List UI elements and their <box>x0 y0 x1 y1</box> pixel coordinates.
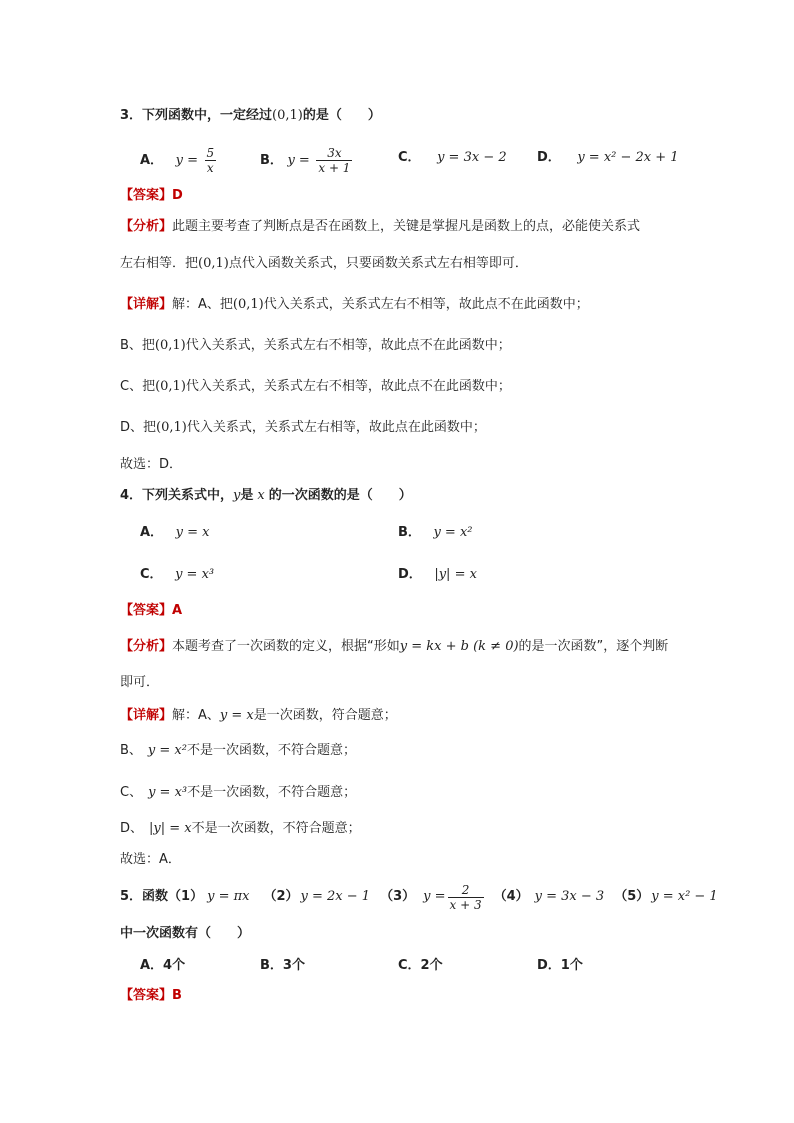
q3-detail-c-text1: C、把 <box>120 379 156 394</box>
q4-option-d-expr: |y| = x <box>434 567 477 582</box>
q3-detail-d-text1: D、把 <box>120 420 157 435</box>
q3-option-a-num: 5 <box>206 146 215 160</box>
q4-detail-a-text2: 是一次函数，符合题意； <box>253 708 397 723</box>
q4-detail-c <box>120 784 356 802</box>
q5-stem-text2: 中一次函数有（ ） <box>120 926 251 941</box>
q3-option-b-num: 3x <box>327 146 342 160</box>
q3-analysis-line1 <box>120 218 640 236</box>
q3-analysis-text1: 此题主要考查了判断点是否在函数上，关键是掌握凡是函数上的点，必能使关系式 <box>172 219 641 234</box>
q3-detail-a-point: (0,1) <box>232 297 264 312</box>
q3-detail-c-point: (0,1) <box>155 379 186 394</box>
q4-option-a-expr: y = x <box>175 525 210 540</box>
q4-stem-text3: 的一次函数的是（ ） <box>268 488 412 503</box>
q5-function-1: y = πx <box>207 889 250 904</box>
q4-option-b <box>398 524 473 542</box>
q3-option-b-lhs: y = <box>287 153 310 168</box>
q4-option-a <box>140 524 209 542</box>
q5-option-b <box>260 957 305 975</box>
q3-stem-text: 3．下列函数中，一定经过 <box>120 108 273 123</box>
q5-answer <box>120 987 182 1005</box>
q3-option-d-expr: y = x² − 2x + 1 <box>577 150 679 165</box>
q3-detail-b-text1: B、把 <box>120 338 155 353</box>
q3-detail-b-point: (0,1) <box>154 338 186 353</box>
q3-answer-value: D <box>172 188 183 203</box>
q4-option-b-label: B． <box>398 525 421 540</box>
q3-analysis-point: (0,1) <box>198 256 229 271</box>
q3-point: (0,1) <box>272 108 303 123</box>
q3-detail-d-point: (0,1) <box>156 420 187 435</box>
q5-function-2: y = 2x − 1 <box>300 889 371 904</box>
q4-stem <box>120 487 412 505</box>
q4-option-c-expr: y = x³ <box>175 567 215 582</box>
q4-answer-value: A <box>172 603 183 618</box>
q3-answer <box>120 187 183 205</box>
q5-function-3-den: x + 3 <box>449 897 482 912</box>
q3-detail-d <box>120 419 486 437</box>
q3-conclusion <box>120 456 182 474</box>
q4-analysis-text1b: 的是一次函数”，逐个判断 <box>518 639 669 654</box>
q5-answer-tag: 【答案】 <box>120 988 173 1003</box>
q4-detail-a-text1: 解：A、 <box>172 708 220 723</box>
q3-option-b-label: B． <box>260 153 283 168</box>
q3-stem-end: 的是（ ） <box>302 108 381 123</box>
q5-function-3-fraction <box>448 883 484 912</box>
q3-detail-b <box>120 337 511 355</box>
q4-detail-tag: 【详解】 <box>120 708 173 723</box>
q3-option-d-label: D． <box>537 150 561 165</box>
q5-option-c-text: C．2个 <box>398 958 443 973</box>
q4-option-d-label: D． <box>398 567 422 582</box>
q3-detail-a-text1: 解：A、把 <box>172 297 233 312</box>
q5-stem <box>120 880 718 914</box>
q3-option-a-den: x <box>206 161 214 175</box>
q3-detail-d-text2: 代入关系式，关系式左右相等，故此点在此函数中； <box>186 420 486 435</box>
q5-answer-value: B <box>172 988 182 1003</box>
q4-conclusion-text: 故选：A． <box>120 852 181 867</box>
q3-analysis-text2b: 点代入函数关系式，只要函数关系式左右相等即可． <box>228 256 528 271</box>
q3-option-d <box>537 149 679 167</box>
q4-detail-d-text1: D、 <box>120 821 144 836</box>
q4-detail-b-text2: 不是一次函数，不符合题意； <box>186 743 356 758</box>
q5-option-d-text: D．1个 <box>537 958 583 973</box>
q5-function-4: y = 3x − 3 <box>534 889 605 904</box>
q3-analysis-tag: 【分析】 <box>120 219 173 234</box>
q4-option-d <box>398 566 477 584</box>
q3-conclusion-text: 故选：D． <box>120 457 183 472</box>
q4-detail-b-text1: B、 <box>120 743 142 758</box>
q3-detail-a-text2: 代入关系式，关系式左右不相等，故此点不在此函数中； <box>263 297 589 312</box>
q3-detail-c <box>120 378 511 396</box>
q4-option-c-label: C． <box>140 567 163 582</box>
q4-detail-c-text2: 不是一次函数，不符合题意； <box>187 785 357 800</box>
q3-option-a <box>140 146 218 175</box>
q3-analysis-line2 <box>120 255 528 273</box>
q4-analysis-text1a: 本题考查了一次函数的定义，根据“形如 <box>172 639 400 654</box>
q4-analysis-line2 <box>120 674 159 692</box>
q3-stem <box>120 107 381 125</box>
q4-detail-a-expr: y = x <box>219 708 254 723</box>
q4-detail-c-text1: C、 <box>120 785 143 800</box>
q4-answer-tag: 【答案】 <box>120 603 173 618</box>
q5-label-3: （3） <box>380 889 416 904</box>
q5-label-5: （5） <box>614 889 650 904</box>
q4-detail-b-expr: y = x² <box>147 743 187 758</box>
q5-option-d <box>537 957 583 975</box>
q3-option-a-fraction <box>205 146 217 175</box>
q3-option-c-label: C． <box>398 150 421 165</box>
q4-detail-c-expr: y = x³ <box>148 785 188 800</box>
q4-answer <box>120 602 182 620</box>
q5-function-5: y = x² − 1 <box>651 889 718 904</box>
q3-analysis-text2a: 左右相等．把 <box>120 256 199 271</box>
q3-answer-tag: 【答案】 <box>120 188 173 203</box>
q5-label-2: （2） <box>263 889 299 904</box>
q4-stem-x: x <box>257 488 265 503</box>
q5-option-b-text: B．3个 <box>260 958 305 973</box>
q5-function-3-num: 2 <box>461 882 470 897</box>
q5-stem-line2 <box>120 925 250 943</box>
q3-option-b-fraction <box>316 146 352 175</box>
q5-stem-text1: 5．函数（1） <box>120 889 204 904</box>
q5-function-3-lhs: y = <box>423 889 446 904</box>
q3-option-b-den: x + 1 <box>318 161 351 175</box>
q5-option-c <box>398 957 443 975</box>
q3-detail-b-text2: 代入关系式，关系式左右不相等，故此点不在此函数中； <box>185 338 511 353</box>
q4-stem-text1: 4．下列关系式中， <box>120 488 234 503</box>
q3-detail-tag: 【详解】 <box>120 297 173 312</box>
q4-detail-a <box>120 707 397 725</box>
q5-option-a <box>140 957 185 975</box>
q4-analysis-text2: 即可． <box>120 675 160 690</box>
q4-conclusion <box>120 851 181 869</box>
q3-detail-a <box>120 296 589 314</box>
q4-analysis-formula: y = kx + b (k ≠ 0) <box>399 639 519 654</box>
q4-stem-text2: 是 <box>240 488 254 503</box>
q4-option-c <box>140 566 214 584</box>
q4-detail-b <box>120 742 356 760</box>
q4-detail-d <box>120 820 361 838</box>
q4-analysis-line1 <box>120 638 668 656</box>
q3-option-c <box>398 149 507 167</box>
q3-detail-c-text2: 代入关系式，关系式左右不相等，故此点不在此函数中； <box>185 379 511 394</box>
q3-option-a-lhs: y = <box>175 153 198 168</box>
q4-stem-y: y <box>233 488 241 503</box>
q4-option-a-label: A． <box>140 525 164 540</box>
q5-option-a-text: A．4个 <box>140 958 186 973</box>
q4-detail-d-expr: |y| = x <box>149 821 192 836</box>
q3-option-c-expr: y = 3x − 2 <box>437 150 507 165</box>
q4-option-b-expr: y = x² <box>433 525 473 540</box>
q4-detail-d-text2: 不是一次函数，不符合题意； <box>191 821 361 836</box>
q3-option-a-label: A． <box>140 153 164 168</box>
q4-analysis-tag: 【分析】 <box>120 639 173 654</box>
q3-option-b <box>260 146 354 175</box>
q5-label-4: （4） <box>493 889 529 904</box>
